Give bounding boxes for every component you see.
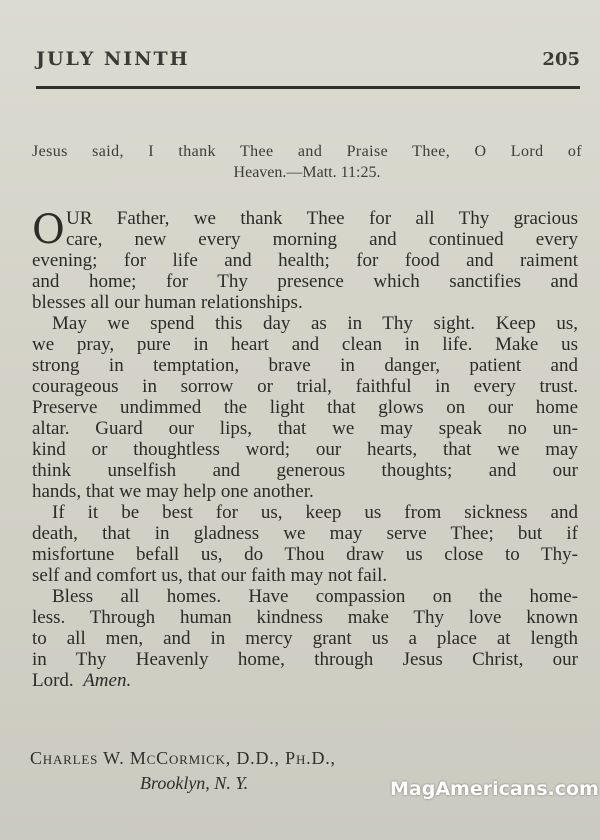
prayer-line: altar. Guard our lips, that we may speak no un-: [32, 418, 578, 439]
prayer-line: less. Through human kindness make Thy love known: [32, 607, 578, 628]
prayer-paragraph: [32, 313, 578, 502]
drop-cap: O: [32, 207, 65, 253]
site-watermark: MagAmericans.com: [390, 778, 599, 800]
prayer-line: to all men, and in mercy grant us a place at length: [32, 628, 578, 649]
prayer-line: If it be best for us, keep us from sickness and: [52, 502, 578, 523]
header-rule: [36, 86, 580, 89]
prayer-paragraph: [32, 502, 578, 586]
amen: Amen.: [83, 670, 132, 691]
prayer-line: misfortune befall us, do Thou draw us close to Thy-: [32, 544, 578, 565]
prayer-line: kind or thoughtless word; our hearts, that we may: [32, 439, 578, 460]
scripture-epigraph: [32, 141, 582, 183]
prayer-paragraph: [32, 208, 578, 313]
prayer-line: death, that in gladness we may serve Thee; but if: [32, 523, 578, 544]
prayer-line: Bless all homes. Have compassion on the home-: [52, 586, 578, 607]
author-name: Charles W. McCormick, D.D., Ph.D.,: [30, 748, 336, 768]
closing-word: Lord.: [32, 670, 74, 691]
prayer-line: in Thy Heavenly home, through Jesus Christ, our: [32, 649, 578, 670]
prayer-text: [32, 208, 578, 691]
prayer-line: strong in temptation, brave in danger, patient and: [32, 355, 578, 376]
prayer-closing-line: [32, 670, 578, 691]
prayer-line: courageous in sorrow or trial, faithful in every trust.: [32, 376, 578, 397]
page-header: [36, 48, 580, 74]
prayer-line: evening; for life and health; for food and raiment: [32, 250, 578, 271]
prayer-line: we pray, pure in heart and clean in life. Make us: [32, 334, 578, 355]
prayer-line: self and comfort us, that our faith may not fail.: [32, 565, 388, 586]
prayer-line: and home; for Thy presence which sanctifies and: [32, 271, 578, 292]
page-title: JULY NINTH: [36, 48, 190, 70]
prayer-line: care, new every morning and continued every: [66, 229, 578, 250]
epigraph-citation: Heaven.—Matt. 11:25.: [233, 164, 381, 181]
page-number: 205: [542, 49, 580, 70]
prayer-line: blesses all our human relationships.: [32, 292, 303, 313]
prayer-line: Preserve undimmed the light that glows on our home: [32, 397, 578, 418]
prayer-line: May we spend this day as in Thy sight. Keep us,: [52, 313, 578, 334]
epigraph-line: Jesus said, I thank Thee and Praise Thee, O Lord of: [32, 143, 582, 160]
author-location: Brooklyn, N. Y.: [140, 773, 249, 793]
prayer-paragraph: [32, 586, 578, 691]
prayer-line: UR Father, we thank Thee for all Thy gracious: [66, 208, 578, 229]
prayer-line: think unselfish and generous thoughts; and our: [32, 460, 578, 481]
prayer-line: hands, that we may help one another.: [32, 481, 314, 502]
